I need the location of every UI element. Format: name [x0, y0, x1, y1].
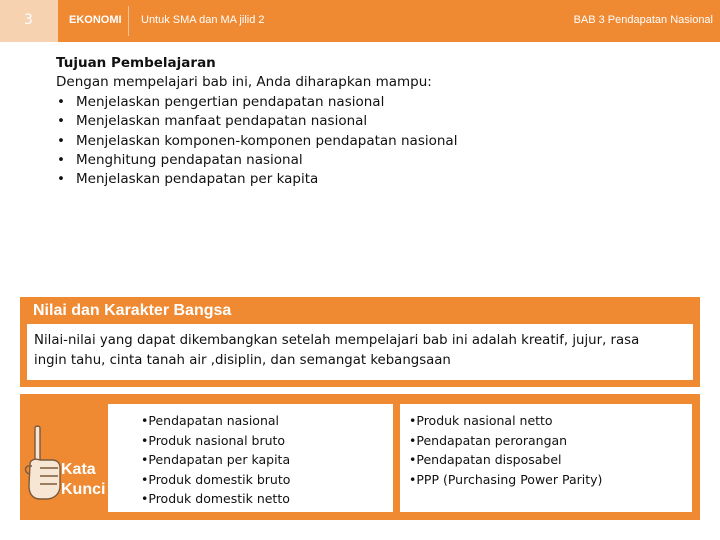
- objective-text: Menjelaskan komponen-komponen pendapatan nasional: [76, 132, 458, 149]
- objective-text: Menjelaskan pendapatan per kapita: [76, 171, 319, 188]
- chapter-title: BAB 3 Pendapatan Nasional: [573, 14, 713, 26]
- list-item: [56, 93, 676, 112]
- keywords-label-line1: Kata: [61, 461, 96, 478]
- list-item: [56, 151, 676, 170]
- subject-label: EKONOMI: [69, 14, 122, 26]
- keywords-list-right: [409, 411, 602, 489]
- list-item: •PPP (Purchasing Power Parity): [409, 471, 603, 487]
- page-number: 3: [24, 12, 33, 28]
- list-item: •Pendapatan perorangan: [409, 432, 568, 448]
- list-item: •Pendapatan nasional: [141, 413, 279, 428]
- bullet: •: [57, 132, 65, 149]
- objectives-list: [56, 93, 676, 190]
- bullet: •: [57, 93, 65, 110]
- list-item: •Produk domestik bruto: [141, 471, 291, 487]
- bullet: •: [57, 171, 65, 188]
- list-item: •Produk domestik netto: [141, 491, 290, 506]
- keywords-label-line2: Kunci: [61, 481, 106, 498]
- values-title: Nilai dan Karakter Bangsa: [33, 302, 232, 319]
- learning-objectives: [56, 54, 676, 190]
- objectives-intro: Dengan mempelajari bab ini, Anda diharapkan mampu:: [56, 74, 432, 91]
- pointing-hand-icon: [22, 424, 62, 502]
- list-item: •Produk nasional netto: [409, 413, 553, 428]
- list-item: •Pendapatan per kapita: [141, 452, 291, 467]
- keywords-label: [61, 460, 105, 500]
- objective-text: Menghitung pendapatan nasional: [76, 152, 303, 169]
- list-item: [56, 170, 676, 189]
- bullet: •: [57, 152, 65, 169]
- objectives-title: Tujuan Pembelajaran: [56, 55, 216, 71]
- values-text: Nilai-nilai yang dapat dikembangkan setelah mempelajari bab ini adalah kreatif, jujur, rasa ingin tahu, cinta tanah air ,disiplin, dan semangat kebangsaan: [34, 333, 640, 368]
- list-item: [56, 112, 676, 131]
- header-divider: [128, 6, 129, 36]
- bullet: •: [57, 113, 65, 130]
- keywords-list-left: [141, 411, 290, 509]
- list-item: [56, 132, 676, 151]
- list-item: •Produk nasional bruto: [141, 432, 286, 448]
- book-title: Untuk SMA dan MA jilid 2: [141, 14, 265, 26]
- objective-text: Menjelaskan pengertian pendapatan nasional: [76, 93, 385, 110]
- objective-text: Menjelaskan manfaat pendapatan nasional: [76, 113, 368, 130]
- list-item: •Pendapatan disposabel: [409, 452, 562, 467]
